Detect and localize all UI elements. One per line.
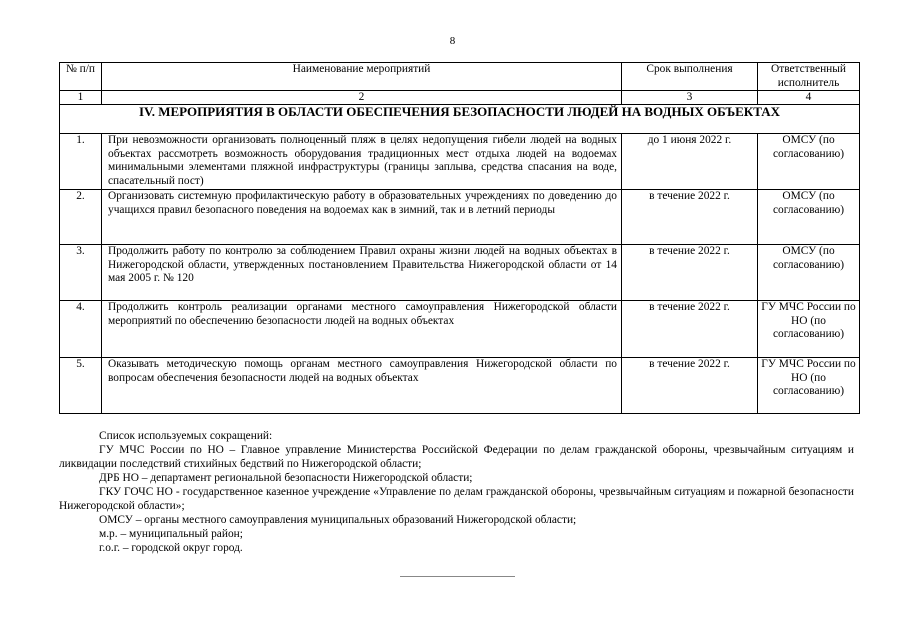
row-executor: ОМСУ (по согласованию) (758, 245, 860, 301)
row-executor: ОМСУ (по согласованию) (758, 190, 860, 245)
row-number: 5. (60, 358, 102, 414)
row-number: 3. (60, 245, 102, 301)
row-number: 4. (60, 301, 102, 358)
row-deadline: в течение 2022 г. (622, 301, 758, 358)
table-header-row (60, 63, 860, 91)
table-row (60, 190, 860, 245)
table-row (60, 134, 860, 190)
column-index: 1 (60, 91, 102, 105)
abbreviation-item: г.о.г. – городской округ город. (99, 542, 243, 554)
column-index: 4 (758, 91, 860, 105)
header-number: № п/п (60, 63, 102, 91)
abbreviation-item: ГКУ ГОЧС НО - государственное казенное учреждение «Управление по делам гражданской обороны, чрезвычайным ситуациям и пожарной безопасности Нижегородской области»; (59, 486, 854, 512)
row-executor: ОМСУ (по согласованию) (758, 134, 860, 190)
abbreviation-item: ДРБ НО – департамент региональной безопасности Нижегородской области; (99, 472, 473, 484)
row-number: 1. (60, 134, 102, 190)
row-measure: Организовать системную профилактическую работу в образовательных учреждениях по доведению до учащихся правил безопасного поведения на водоемах как в зимний, так и в летний периоды (102, 190, 622, 245)
row-number: 2. (60, 190, 102, 245)
section-row (60, 105, 860, 134)
row-deadline: в течение 2022 г. (622, 245, 758, 301)
abbreviation-item: м.р. – муниципальный район; (99, 528, 243, 540)
section-title: IV. МЕРОПРИЯТИЯ В ОБЛАСТИ ОБЕСПЕЧЕНИЯ БЕЗОПАСНОСТИ ЛЮДЕЙ НА ВОДНЫХ ОБЪЕКТАХ (60, 105, 860, 134)
page-number: 8 (449, 35, 456, 47)
row-executor: ГУ МЧС России по НО (по согласованию) (758, 358, 860, 414)
row-measure: При невозможности организовать полноценный пляж в целях недопущения гибели людей на водных объектах рассмотреть возможность оборудования традиционных мест отдыха людей на водоемах минимальными элементами пляжной инфраструктуры (границы заплыва, средства спасания на воде, спасательный пост) (102, 134, 622, 190)
row-measure: Продолжить работу по контролю за соблюдением Правил охраны жизни людей на водных объектах в Нижегородской области, утвержденных постановлением Правительства Нижегородской области от 14 мая 2005 г. № 120 (102, 245, 622, 301)
header-deadline: Срок выполнения (622, 63, 758, 91)
row-executor: ГУ МЧС России по НО (по согласованию) (758, 301, 860, 358)
header-executor: Ответственный исполнитель (758, 63, 860, 91)
row-measure: Оказывать методическую помощь органам местного самоуправления Нижегородской области по вопросам обеспечения безопасности людей на водных объектах (102, 358, 622, 414)
end-divider (400, 576, 515, 577)
row-deadline: в течение 2022 г. (622, 358, 758, 414)
abbreviation-item: ОМСУ – органы местного самоуправления муниципальных образований Нижегородской области; (99, 514, 577, 526)
table-row (60, 358, 860, 414)
table-row (60, 301, 860, 358)
row-deadline: в течение 2022 г. (622, 190, 758, 245)
abbreviation-item: ГУ МЧС России по НО – Главное управление Министерства Российской Федерации по делам гражданской обороны, чрезвычайным ситуациям и ликвидации последствий стихийных бедствий по Нижегородской области; (59, 444, 854, 470)
abbreviations-title: Список используемых сокращений: (99, 430, 273, 442)
row-measure: Продолжить контроль реализации органами местного самоуправления Нижегородской области мероприятий по обеспечению безопасности людей на водных объектах (102, 301, 622, 358)
column-index: 3 (622, 91, 758, 105)
column-index: 2 (102, 91, 622, 105)
abbreviations-list (59, 429, 854, 555)
table-row (60, 245, 860, 301)
measures-table (59, 62, 860, 414)
header-measure-name: Наименование мероприятий (102, 63, 622, 91)
row-deadline: до 1 июня 2022 г. (622, 134, 758, 190)
column-index-row (60, 91, 860, 105)
